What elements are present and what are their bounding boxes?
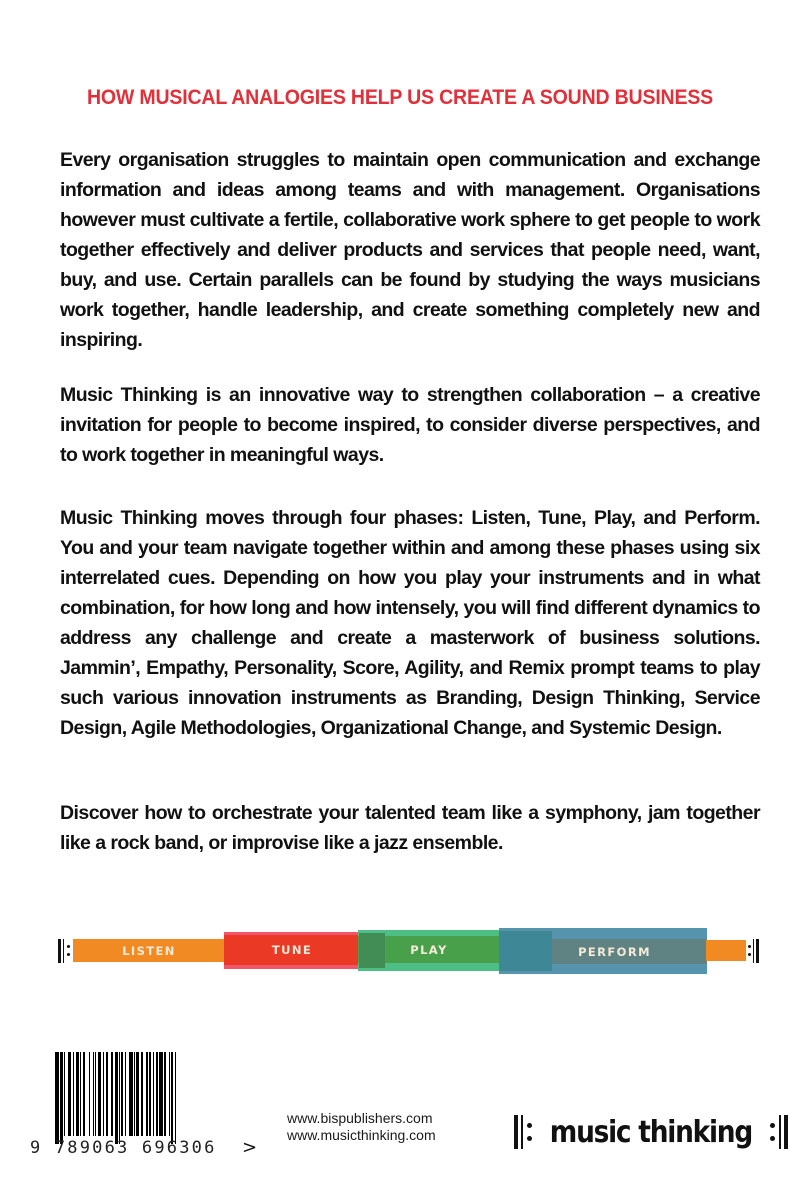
phase-overlap bbox=[359, 933, 385, 968]
repeat-end-icon bbox=[770, 1114, 788, 1150]
barcode-bar bbox=[106, 1052, 107, 1136]
repeat-start-icon bbox=[514, 1114, 532, 1150]
barcode-bar bbox=[55, 1052, 59, 1144]
barcode-bar bbox=[121, 1052, 122, 1136]
barcode-bar bbox=[115, 1052, 118, 1144]
barcode-bar bbox=[93, 1052, 94, 1136]
barcode-bar bbox=[76, 1052, 79, 1136]
phase-tune bbox=[224, 935, 360, 965]
phase-perform bbox=[552, 939, 707, 964]
barcode-bar bbox=[146, 1052, 147, 1136]
barcode-arrow: > bbox=[242, 1137, 258, 1158]
barcode-bar bbox=[169, 1052, 170, 1136]
paragraph-phases: Music Thinking moves through four phases: Listen, Tune, Play, and Perform. You and your team navigate together within and among these phases using six interrelated cues. Depending on how you play your instruments and in what combination, for how long and how intensely, you will find different dynamics to address any challenge and create a masterwork of business solutions. Jammin’, Empathy, Personality, Score, Agility, and Remix prompt teams to play such various innovation instruments as Branding, Design Thinking, Service Design, Agile Methodologies, Organizational Change, and Systemic Design. bbox=[60, 507, 760, 739]
repeat-end-icon bbox=[746, 939, 760, 963]
barcode-bar bbox=[73, 1052, 74, 1136]
phase-overlap bbox=[499, 931, 552, 971]
barcode-bar bbox=[164, 1052, 167, 1136]
repeat-start-icon bbox=[58, 939, 72, 963]
paragraph-intro: Every organisation struggles to maintain open communication and exchange information and ideas among teams and with management. Organisations however must cultivate a fertile, collaborative work sphere to get people to work together effectively and deliver products and services that people need, want, buy, and use. Certain parallels can be found by studying the ways musicians work together, handle leadership, and create something completely new and inspiring. bbox=[60, 149, 760, 351]
barcode-bar bbox=[175, 1052, 176, 1144]
barcode-bar bbox=[134, 1052, 135, 1136]
barcode-bar bbox=[159, 1052, 163, 1136]
url-musicthinking[interactable]: www.musicthinking.com bbox=[287, 1127, 436, 1143]
headline: HOW MUSICAL ANALOGIES HELP US CREATE A SOUND BUSINESS bbox=[86, 86, 714, 109]
phase-label: TUNE bbox=[271, 943, 313, 957]
barcode-bar bbox=[149, 1052, 152, 1136]
phase-label: LISTEN bbox=[122, 943, 176, 958]
logo-text: music thinking bbox=[549, 1114, 753, 1150]
phase-tail bbox=[706, 940, 746, 961]
barcode-bar bbox=[111, 1052, 112, 1136]
barcode-bar bbox=[83, 1052, 86, 1136]
phase-listen bbox=[73, 939, 225, 962]
paragraph-closing: Discover how to orchestrate your talented team like a symphony, jam together like a rock band, or improvise like a jazz ensemble. bbox=[60, 802, 760, 854]
barcode bbox=[30, 1052, 260, 1162]
url-publisher[interactable]: www.bispublishers.com bbox=[287, 1110, 433, 1126]
barcode-digits: 9 789063 696306 bbox=[30, 1138, 217, 1158]
paragraph-definition: Music Thinking is an innovative way to strengthen collaboration – a creative invitation for people to become inspired, to consider diverse perspectives, and to work together in meaningful ways. bbox=[60, 384, 760, 466]
barcode-bar bbox=[89, 1052, 90, 1136]
barcode-bar bbox=[125, 1052, 126, 1136]
barcode-bar bbox=[141, 1052, 142, 1136]
barcode-bar bbox=[68, 1052, 72, 1136]
barcode-bar bbox=[136, 1052, 139, 1136]
barcode-bar bbox=[98, 1052, 102, 1136]
logo bbox=[514, 1112, 788, 1152]
barcode-bar bbox=[156, 1052, 157, 1136]
barcode-bar bbox=[129, 1052, 133, 1136]
phase-label: PLAY bbox=[410, 942, 448, 957]
barcode-bars bbox=[55, 1052, 217, 1142]
barcode-bar bbox=[103, 1052, 104, 1136]
phase-label: PERFORM bbox=[578, 944, 651, 959]
barcode-bar bbox=[80, 1052, 81, 1136]
urls bbox=[287, 1110, 436, 1144]
barcode-bar bbox=[60, 1052, 63, 1144]
barcode-bar bbox=[153, 1052, 154, 1136]
barcode-bar bbox=[95, 1052, 96, 1136]
barcode-bar bbox=[119, 1052, 120, 1144]
phase-bar bbox=[0, 920, 800, 984]
barcode-bar bbox=[171, 1052, 172, 1144]
barcode-bar bbox=[64, 1052, 65, 1136]
